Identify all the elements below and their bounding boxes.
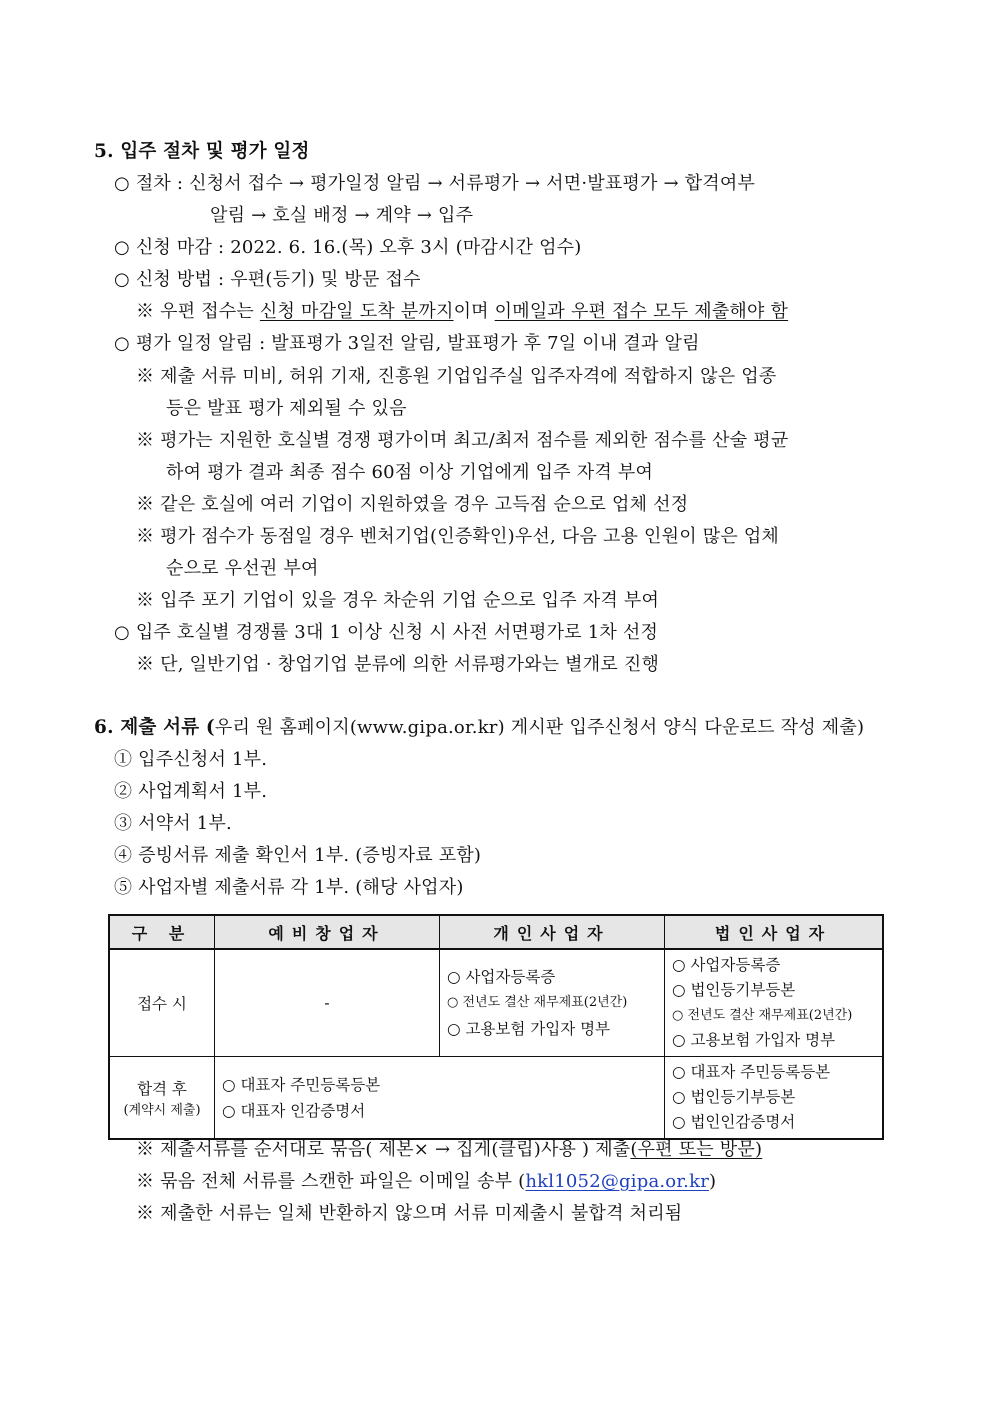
list-item: ○ 대표자 주민등록등본 [672,1063,831,1081]
doc-item-2: ② 사업계획서 1부. [114,781,268,802]
bundle-note [136,1138,762,1162]
note1-line-1: ※ 제출 서류 미비, 허위 기재, 진흥원 기업입주실 입주자격에 적합하지 않은 업종 [136,366,777,387]
header-corporate: 법인사업자 [665,915,884,949]
list-item: ○ 고용보험 가입자 명부 [672,1031,836,1049]
procedure-line-2: 알림 → 호실 배정 → 계약 → 입주 [210,205,474,226]
note2-line-1: ※ 평가는 지원한 호실별 경쟁 평가이며 최고/최저 점수를 제외한 점수를 산술 평균 [136,430,789,451]
table-header-row [109,915,883,949]
mail-note-b: 이며 [453,301,495,322]
table-row [109,949,883,1057]
list-item: ○ 전년도 결산 재무제표(2년간) [672,1008,853,1023]
header-individual: 개인사업자 [440,915,665,949]
list-item: ○ 사업자등록증 [672,956,781,974]
section6-title-bold: 6. 제출 서류 ( [94,717,215,738]
email-note-close: ) [709,1171,717,1192]
cell-individual-submission [440,949,665,1057]
list-item: ○ 전년도 결산 재무제표(2년간) [447,995,628,1010]
note1-line-2: 등은 발표 평가 제외될 수 있음 [166,398,407,419]
list-item: ○ 대표자 인감증명서 [222,1101,366,1120]
section5-title: 5. 입주 절차 및 평가 일정 [94,141,310,162]
mail-note-underline-2: 이메일과 우편 접수 모두 제출해야 함 [494,301,789,322]
documents-table [108,914,884,1140]
section6-title [94,716,864,740]
note6-line: ※ 단, 일반기업 · 창업기업 분류에 의한 서류평가와는 별개로 진행 [136,654,660,675]
section6-title-rest: 우리 원 홈페이지(www.gipa.or.kr) 게시판 입주신청서 양식 다운로드 작성 제출) [214,717,865,738]
doc-item-1: ① 입주신청서 1부. [114,749,268,770]
note2-line-2: 하여 평가 결과 최종 점수 60점 이상 기업에게 입주 자격 부여 [166,462,654,483]
competition-line: ○ 입주 호실별 경쟁률 3대 1 이상 신청 시 사전 서면평가로 1차 선정 [114,622,659,643]
email-link[interactable]: hkl1052@gipa.or.kr [525,1171,710,1192]
deadline-line: ○ 신청 마감 : 2022. 6. 16.(목) 오후 3시 (마감시간 엄수) [114,237,582,258]
cell-pre-submission: - [215,949,440,1057]
doc-item-4: ④ 증빙서류 제출 확인서 1부. (증빙자료 포함) [114,845,482,866]
list-item: ○ 법인인감증명서 [672,1113,796,1131]
mail-note-a: ※ 우편 접수는 [136,301,260,322]
method-line: ○ 신청 방법 : 우편(등기) 및 방문 접수 [114,269,421,290]
eval-notice-line: ○ 평가 일정 알림 : 발표평가 3일전 알림, 발표평가 후 7일 이내 결과 알림 [114,333,700,354]
row-label-after-pass [109,1057,215,1140]
row-label-submission: 접수 시 [109,949,215,1057]
note5-line: ※ 입주 포기 기업이 있을 경우 차순위 기업 순으로 입주 자격 부여 [136,590,660,611]
note4-line-2: 순으로 우선권 부여 [166,558,319,579]
email-note [136,1170,716,1194]
email-note-text: ※ 묶음 전체 서류를 스캔한 파일은 이메일 송부 ( [136,1171,526,1192]
note3-line: ※ 같은 호실에 여러 기업이 지원하였을 경우 고득점 순으로 업체 선정 [136,494,689,515]
list-item: ○ 사업자등록증 [447,968,556,986]
row-label-after-pass-2: (계약시 제출) [123,1103,201,1118]
doc-item-5: ⑤ 사업자별 제출서류 각 1부. (해당 사업자) [114,877,464,898]
return-note: ※ 제출한 서류는 일체 반환하지 않으며 서류 미제출시 불합격 처리됨 [136,1203,683,1224]
procedure-line-1: ○ 절차 : 신청서 접수 → 평가일정 알림 → 서류평가 → 서면·발표평가 → 합격여부 [114,173,756,194]
list-item: ○ 대표자 주민등록등본 [222,1075,381,1094]
list-item: ○ 고용보험 가입자 명부 [447,1020,611,1038]
header-pre-founder: 예비창업자 [215,915,440,949]
list-item: ○ 법인등기부등본 [672,981,796,999]
note4-line-1: ※ 평가 점수가 동점일 경우 벤처기업(인증확인)우선, 다음 고용 인원이 많은 업체 [136,526,780,547]
mail-note [136,300,788,324]
cell-corporate-after-pass [665,1057,884,1140]
bundle-note-underline: (우편 또는 방문) [630,1139,763,1160]
bundle-note-text: ※ 제출서류를 순서대로 묶음( 제본× → 집게(클립)사용 ) 제출 [136,1139,631,1160]
header-category: 구 분 [109,915,215,949]
list-item: ○ 법인등기부등본 [672,1088,796,1106]
mail-note-underline-1: 신청 마감일 도착 분까지 [259,301,454,322]
doc-item-3: ③ 서약서 1부. [114,813,232,834]
cell-shared-after-pass [215,1057,665,1140]
row-label-after-pass-1: 합격 후 [137,1080,187,1098]
table-row [109,1057,883,1140]
cell-corporate-submission [665,949,884,1057]
